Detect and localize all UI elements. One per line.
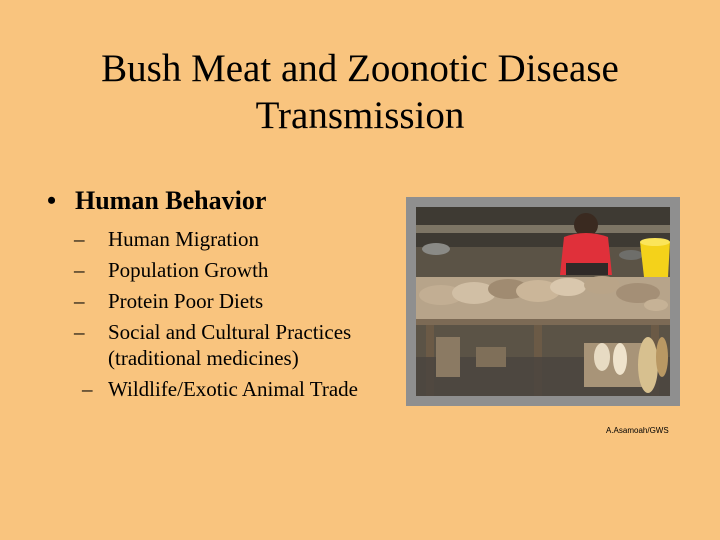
dash-marker: – xyxy=(74,289,85,313)
list-item-text: Social and Cultural Practices (traditional medicines) xyxy=(108,320,352,370)
dash-marker: – xyxy=(74,258,85,282)
list-item-text: Wildlife/Exotic Animal Trade xyxy=(108,377,358,401)
list-item-text: Protein Poor Diets xyxy=(108,289,264,313)
list-item xyxy=(74,319,374,371)
photo-credit: A.Asamoah/GWS xyxy=(606,426,669,435)
list-item xyxy=(74,226,374,252)
bullet-marker: • xyxy=(47,186,57,215)
list-item xyxy=(74,376,374,402)
dash-marker: – xyxy=(74,227,85,251)
list-item xyxy=(74,257,374,283)
list-item-text: Population Growth xyxy=(108,258,269,282)
market-photo xyxy=(416,207,670,396)
list-item xyxy=(74,288,374,314)
slide-title: Bush Meat and Zoonotic Disease Transmission xyxy=(101,47,619,137)
dash-marker: – xyxy=(74,320,85,344)
market-photo-frame xyxy=(406,197,680,406)
main-bullet-label: Human Behavior xyxy=(75,186,267,215)
sub-bullet-list xyxy=(74,226,374,407)
list-item-text: Human Migration xyxy=(108,227,260,251)
main-bullet xyxy=(47,184,266,218)
dash-marker: – xyxy=(82,377,93,401)
